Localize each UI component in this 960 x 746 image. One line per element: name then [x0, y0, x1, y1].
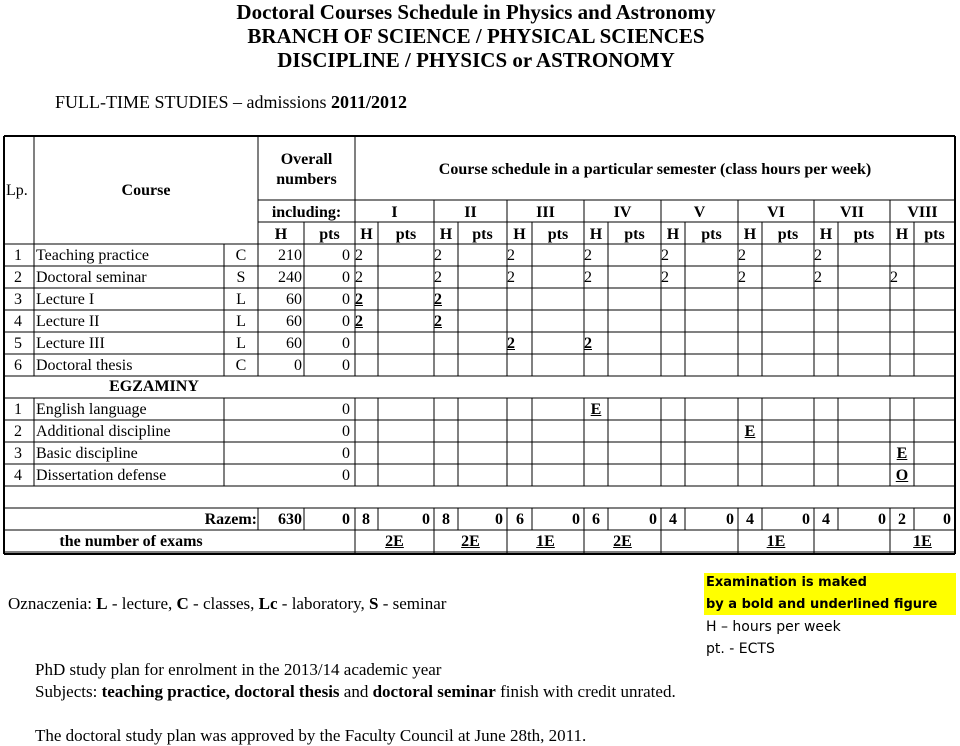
semester-h-header: H [819, 226, 833, 243]
col-header-h: H [274, 226, 288, 243]
course-type: S [236, 269, 246, 286]
course-total-pts: 0 [342, 269, 350, 286]
exam-number: 2 [14, 423, 22, 440]
row-number: 6 [14, 357, 22, 374]
semester-hours: 2 [584, 335, 592, 352]
semester-header: V [693, 204, 706, 221]
row-number: 1 [14, 247, 22, 264]
exam-count: 1E [766, 533, 786, 550]
semester-pts-header: pts [472, 226, 493, 243]
course-type: L [236, 291, 246, 308]
course-total-hours: 0 [294, 357, 302, 374]
col-header-overall: Overall numbers [276, 151, 337, 188]
course-name: Teaching practice [36, 247, 150, 264]
exam-number: 1 [14, 401, 22, 418]
col-header-pts: pts [319, 226, 340, 243]
semester-h-header: H [360, 226, 373, 243]
legend-code: S [368, 594, 379, 613]
course-type: C [235, 357, 247, 374]
exam-count: 1E [913, 533, 932, 550]
course-total-pts: 0 [342, 313, 350, 330]
row-number: 5 [14, 335, 22, 352]
legend-meaning: - lecture, [107, 594, 177, 613]
col-header-schedule: Course schedule in a particular semester (class hours per week) [438, 161, 872, 178]
title-line-2: BRANCH OF SCIENCE / PHYSICAL SCIENCES [247, 24, 705, 48]
exam-number: 4 [14, 467, 22, 484]
semester-hours: 2 [890, 269, 898, 286]
exams-heading: EGZAMINY [109, 378, 199, 395]
exam-mark: E [896, 445, 908, 462]
semester-hours: 2 [507, 247, 515, 264]
course-total-pts: 0 [342, 291, 350, 308]
semester-total: 2 [898, 511, 906, 528]
semester-hours: 2 [814, 247, 822, 264]
course-name: Doctoral thesis [36, 357, 133, 374]
semester-hours: 2 [507, 269, 515, 286]
exam-name: English language [36, 401, 147, 418]
semester-hours: 2 [661, 247, 669, 264]
course-name: Lecture I [36, 291, 95, 308]
course-name: Lecture III [36, 335, 105, 352]
ects-legend: pt. - ECTS [706, 641, 775, 657]
course-total-hours: 60 [286, 291, 302, 308]
exam-count-label: the number of exams [59, 533, 203, 550]
title-line-1: Doctoral Courses Schedule in Physics and Astronomy [236, 0, 716, 24]
semester-hours: 2 [738, 269, 746, 286]
semester-pts-header: pts [853, 226, 875, 243]
semester-total: 0 [878, 511, 886, 528]
semester-h-header: H [513, 226, 526, 243]
exam-name: Basic discipline [36, 445, 138, 462]
exam-count: 2E [385, 533, 404, 550]
semester-total: 0 [726, 511, 734, 528]
semester-h-header: H [895, 226, 909, 243]
semester-total: 0 [572, 511, 580, 528]
exam-pts: 0 [342, 401, 350, 418]
semester-header: VI [767, 204, 785, 221]
legend [8, 594, 446, 614]
course-total-pts: 0 [342, 357, 350, 374]
hours-legend: H – hours per week [706, 619, 841, 635]
course-total-hours: 210 [278, 247, 302, 264]
semester-hours: 2 [434, 291, 442, 308]
phd-plan-note: PhD study plan for enrolment in the 2013/14 academic year [35, 660, 442, 679]
course-type: C [235, 247, 247, 264]
exam-name: Additional discipline [36, 423, 171, 440]
legend-code: Lc [258, 594, 278, 613]
semester-hours: 2 [434, 313, 442, 330]
semester-pts-header: pts [777, 226, 799, 243]
semester-hours: 2 [434, 247, 442, 264]
row-number: 2 [14, 269, 22, 286]
legend-code: L [96, 594, 108, 613]
semester-h-header: H [666, 226, 680, 243]
semester-pts-header: pts [924, 226, 945, 243]
semester-total: 8 [362, 511, 370, 528]
exam-pts: 0 [342, 467, 350, 484]
col-header-lp: Lp. [6, 182, 28, 199]
exam-count: 2E [461, 533, 480, 550]
semester-pts-header: pts [395, 226, 417, 243]
semester-total: 0 [422, 511, 430, 528]
course-type: L [236, 313, 246, 330]
semester-total: 4 [822, 511, 830, 528]
exam-number: 3 [14, 445, 22, 462]
course-total-hours: 60 [286, 313, 302, 330]
col-header-including: including: [271, 204, 342, 221]
semester-header: III [536, 204, 555, 221]
semester-hours: 2 [661, 269, 669, 286]
legend-meaning: - classes, [188, 594, 259, 613]
totals-hours: 630 [278, 511, 302, 528]
exam-mark: E [590, 401, 602, 418]
course-total-hours: 240 [278, 269, 302, 286]
col-header-course: Course [121, 182, 171, 199]
course-total-pts: 0 [342, 247, 350, 264]
semester-hours: 2 [814, 269, 822, 286]
semester-hours: 2 [355, 247, 363, 264]
semester-hours: 2 [584, 247, 592, 264]
exam-count: 1E [536, 533, 555, 550]
title-line-3: DISCIPLINE / PHYSICS or ASTRONOMY [277, 48, 675, 72]
exam-count: 2E [613, 533, 632, 550]
semester-h-header: H [743, 226, 757, 243]
semester-total: 6 [516, 511, 524, 528]
exam-mark: O [895, 467, 909, 484]
totals-pts: 0 [342, 511, 350, 528]
legend-meaning: - laboratory, [277, 594, 369, 613]
legend-meaning: - seminar [378, 594, 447, 613]
semester-pts-header: pts [701, 226, 722, 243]
semester-hours: 2 [355, 291, 363, 308]
semester-hours: 2 [355, 313, 363, 330]
exam-note-line-1: Examination is maked [706, 575, 867, 590]
row-number: 3 [14, 291, 22, 308]
semester-total: 0 [943, 511, 951, 528]
semester-hours: 2 [738, 247, 746, 264]
exam-name: Dissertation defense [36, 467, 167, 484]
semester-header: VIII [907, 204, 938, 221]
exam-pts: 0 [342, 445, 350, 462]
exam-mark: E [744, 423, 756, 440]
course-type: L [236, 335, 246, 352]
legend-prefix: Oznaczenia: [8, 594, 97, 613]
semester-total: 8 [442, 511, 450, 528]
legend-code: C [176, 594, 189, 613]
semester-header: II [464, 204, 477, 221]
approval-note: The doctoral study plan was approved by the Faculty Council at June 28th, 2011. [35, 726, 587, 745]
totals-label: Razem: [204, 511, 257, 528]
semester-total: 6 [592, 511, 600, 528]
course-total-hours: 60 [286, 335, 302, 352]
exam-pts: 0 [342, 423, 350, 440]
semester-total: 0 [649, 511, 657, 528]
semester-pts-header: pts [547, 226, 569, 243]
course-total-pts: 0 [342, 335, 350, 352]
exam-note-line-2: by a bold and underlined figure [706, 597, 938, 612]
row-number: 4 [14, 313, 22, 330]
semester-hours: 2 [355, 269, 363, 286]
semester-total: 0 [495, 511, 503, 528]
subtitle: FULL-TIME STUDIES – admissions 2011/2012 [55, 92, 408, 112]
semester-header: IV [613, 204, 632, 221]
semester-total: 4 [746, 511, 754, 528]
semester-header: VII [839, 204, 864, 221]
semester-hours: 2 [434, 269, 442, 286]
semester-total: 0 [802, 511, 810, 528]
semester-hours: 2 [507, 335, 515, 352]
semester-h-header: H [589, 226, 603, 243]
semester-h-header: H [439, 226, 453, 243]
semester-total: 4 [669, 511, 677, 528]
semester-pts-header: pts [624, 226, 645, 243]
course-name: Doctoral seminar [36, 269, 147, 286]
semester-hours: 2 [584, 269, 592, 286]
course-name: Lecture II [36, 313, 100, 330]
subjects-note: Subjects: teaching practice, doctoral thesis and doctoral seminar finish with credit unrated. [35, 682, 676, 701]
semester-header: I [391, 204, 398, 221]
